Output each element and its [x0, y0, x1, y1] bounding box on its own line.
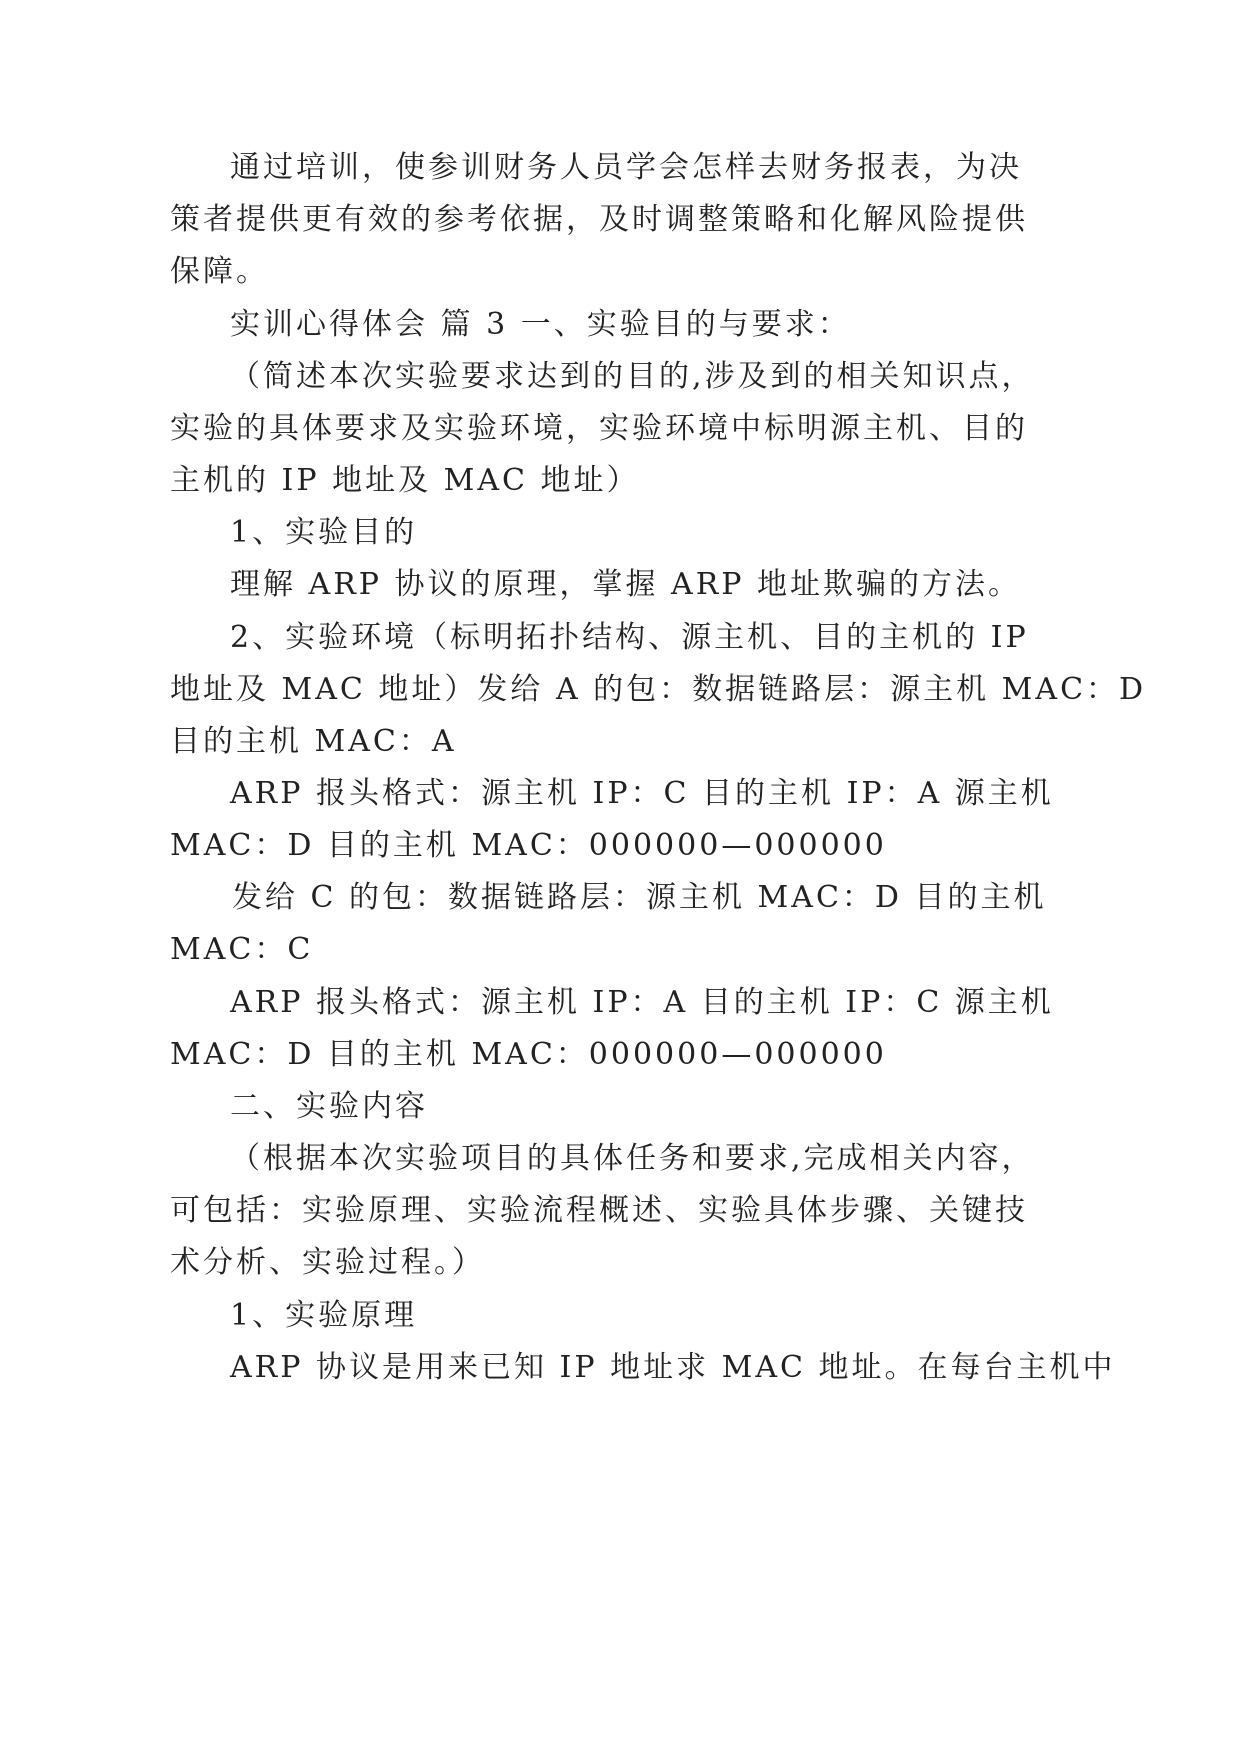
text-line-10: 2、实验环境（标明拓扑结构、源主机、目的主机的 IP [230, 620, 1029, 655]
text-line-7: 主机的 IP 地址及 MAC 地址） [170, 463, 640, 498]
section-heading-experiment-content: 二、实验内容 [230, 1089, 428, 1124]
text-line-12: 目的主机 MAC：A [170, 724, 457, 759]
text-line-15: 发给 C 的包：数据链路层：源主机 MAC：D 目的主机 [232, 880, 1047, 915]
text-line-5: （简述本次实验要求达到的目的,涉及到的相关知识点， [230, 359, 1035, 394]
text-line-1: 通过培训，使参训财务人员学会怎样去财务报表，为决 [230, 150, 1022, 185]
section-heading-line: 实训心得体会 篇 3 一、实验目的与要求： [230, 307, 851, 342]
text-line-17: ARP 报头格式：源主机 IP：A 目的主机 IP：C 源主机 [230, 985, 1054, 1020]
text-line-24: ARP 协议是用来已知 IP 地址求 MAC 地址。在每台主机中 [230, 1350, 1116, 1385]
text-line-3: 保障。 [170, 254, 269, 289]
text-line-22: 术分析、实验过程。） [170, 1245, 485, 1280]
text-line-9: 理解 ARP 协议的原理，掌握 ARP 地址欺骗的方法。 [230, 567, 1022, 602]
text-line-20: （根据本次实验项目的具体任务和要求,完成相关内容， [230, 1141, 1035, 1176]
text-line-6: 实验的具体要求及实验环境，实验环境中标明源主机、目的 [170, 411, 1028, 446]
text-line-18: MAC：D 目的主机 MAC：000000—000000 [170, 1037, 887, 1072]
text-line-13: ARP 报头格式：源主机 IP：C 目的主机 IP：A 源主机 [230, 776, 1054, 811]
text-line-14: MAC：D 目的主机 MAC：000000—000000 [170, 828, 887, 863]
text-line-11: 地址及 MAC 地址）发给 A 的包：数据链路层：源主机 MAC：D [170, 672, 1147, 707]
subheading-experiment-principle: 1、实验原理 [230, 1298, 418, 1333]
text-line-21: 可包括：实验原理、实验流程概述、实验具体步骤、关键技 [170, 1193, 1028, 1228]
subheading-experiment-purpose: 1、实验目的 [230, 515, 418, 550]
text-line-2: 策者提供更有效的参考依据，及时调整策略和化解风险提供 [170, 202, 1028, 237]
text-line-16: MAC：C [170, 932, 314, 967]
